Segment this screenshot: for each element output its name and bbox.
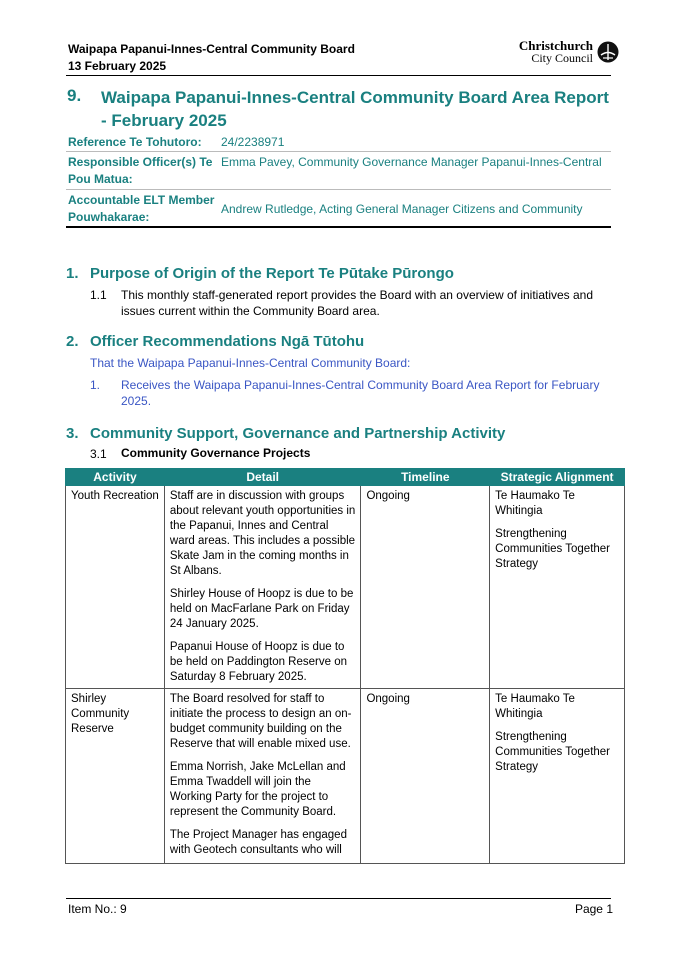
- report-number: 9.: [67, 86, 82, 105]
- cell-timeline: Ongoing: [361, 486, 490, 689]
- section-1-number: 1.: [66, 265, 79, 282]
- meta-label-reference: Reference Te Tohutoro:: [68, 135, 202, 149]
- detail-paragraph: Emma Norrish, Jake McLellan and Emma Twaddell will join the Working Party for the project to represent the Community Board.: [169, 761, 346, 818]
- alignment-item: Te Haumako Te Whitingia: [495, 693, 575, 720]
- column-header-alignment: Strategic Alignment: [490, 469, 625, 486]
- section-1-title: Purpose of Origin of the Report Te Pūtake Pūrongo: [90, 265, 454, 282]
- logo-line2: City Council: [531, 51, 593, 65]
- meta-value-reference: 24/2238971: [221, 135, 285, 149]
- council-logo: [519, 40, 619, 64]
- meta-divider: [66, 189, 611, 190]
- subsection-3-1-title: Community Governance Projects: [121, 446, 311, 460]
- section-2-title: Officer Recommendations Ngā Tūtohu: [90, 333, 365, 350]
- cell-detail: [164, 486, 361, 689]
- meta-value-officer: Emma Pavey, Community Governance Manager Papanui-Innes-Central: [221, 155, 602, 169]
- column-header-detail: Detail: [164, 469, 361, 486]
- table-row: [66, 689, 625, 864]
- footer-divider: [66, 898, 611, 899]
- table-row: [66, 486, 625, 689]
- alignment-item: Te Haumako Te Whitingia: [495, 490, 575, 517]
- header-board-name: Waipapa Papanui-Innes-Central Community Board: [68, 42, 355, 56]
- header-divider: [66, 75, 611, 76]
- cell-alignment: [490, 689, 625, 864]
- governance-projects-table: [65, 468, 625, 864]
- section-3-number: 3.: [66, 425, 79, 442]
- header-date: 13 February 2025: [68, 59, 167, 73]
- recommendation-1-text: Receives the Waipapa Papanui-Innes-Central Community Board Area Report for February 2025.: [121, 378, 600, 408]
- section-2-number: 2.: [66, 333, 79, 350]
- meta-label-officer: Responsible Officer(s) Te Pou Matua:: [68, 155, 213, 186]
- recommendation-1-number: 1.: [90, 378, 101, 392]
- footer-item-number: Item No.: 9: [68, 902, 127, 916]
- cell-detail: [164, 689, 361, 864]
- subsection-3-1-number: 3.1: [90, 447, 107, 461]
- meta-value-elt: Andrew Rutledge, Acting General Manager Citizens and Community: [221, 202, 583, 216]
- para-1-1-number: 1.1: [90, 288, 107, 302]
- para-1-1-text: This monthly staff-generated report provides the Board with an overview of initiatives and issues current within the Community Board area.: [121, 288, 594, 318]
- alignment-item: Strengthening Communities Together Strategy: [495, 731, 611, 773]
- section-3-title: Community Support, Governance and Partnership Activity: [90, 425, 506, 442]
- detail-paragraph: The Board resolved for staff to initiate the process to design an on-budget community building on the Reserve that will enable mixed use.: [169, 693, 352, 750]
- recommendation-intro: That the Waipapa Papanui-Innes-Central Community Board:: [90, 356, 411, 370]
- table-header-row: [66, 469, 625, 486]
- column-header-activity: Activity: [66, 469, 165, 486]
- logo-line1: Christchurch: [518, 38, 593, 53]
- cell-timeline: Ongoing: [361, 689, 490, 864]
- column-header-timeline: Timeline: [361, 469, 490, 486]
- meta-label-elt: Accountable ELT Member Pouwhakarae:: [68, 193, 215, 224]
- meta-divider: [66, 151, 611, 152]
- cell-alignment: [490, 486, 625, 689]
- report-title: Waipapa Papanui-Innes-Central Community Board Area Report - February 2025: [101, 88, 609, 130]
- alignment-item: Strengthening Communities Together Strategy: [495, 528, 611, 570]
- cell-activity: Shirley Community Reserve: [66, 689, 165, 864]
- detail-paragraph: Staff are in discussion with groups about relevant youth opportunities in the Papanui, Innes and Central ward areas. This includes a possible Skate Jam in the coming months in St Albans.: [169, 490, 356, 577]
- meta-bottom-rule: [66, 226, 611, 228]
- detail-paragraph: Shirley House of Hoopz is due to be held on MacFarlane Park on Friday 24 January 2025.: [169, 588, 354, 630]
- footer-page-number: Page 1: [574, 902, 613, 916]
- detail-paragraph: Papanui House of Hoopz is due to be held on Paddington Reserve on Saturday 8 February 2025.: [169, 641, 347, 683]
- council-emblem-icon: [597, 41, 619, 63]
- cell-activity: Youth Recreation: [66, 486, 165, 689]
- detail-paragraph: The Project Manager has engaged with Geotech consultants who will: [169, 829, 347, 856]
